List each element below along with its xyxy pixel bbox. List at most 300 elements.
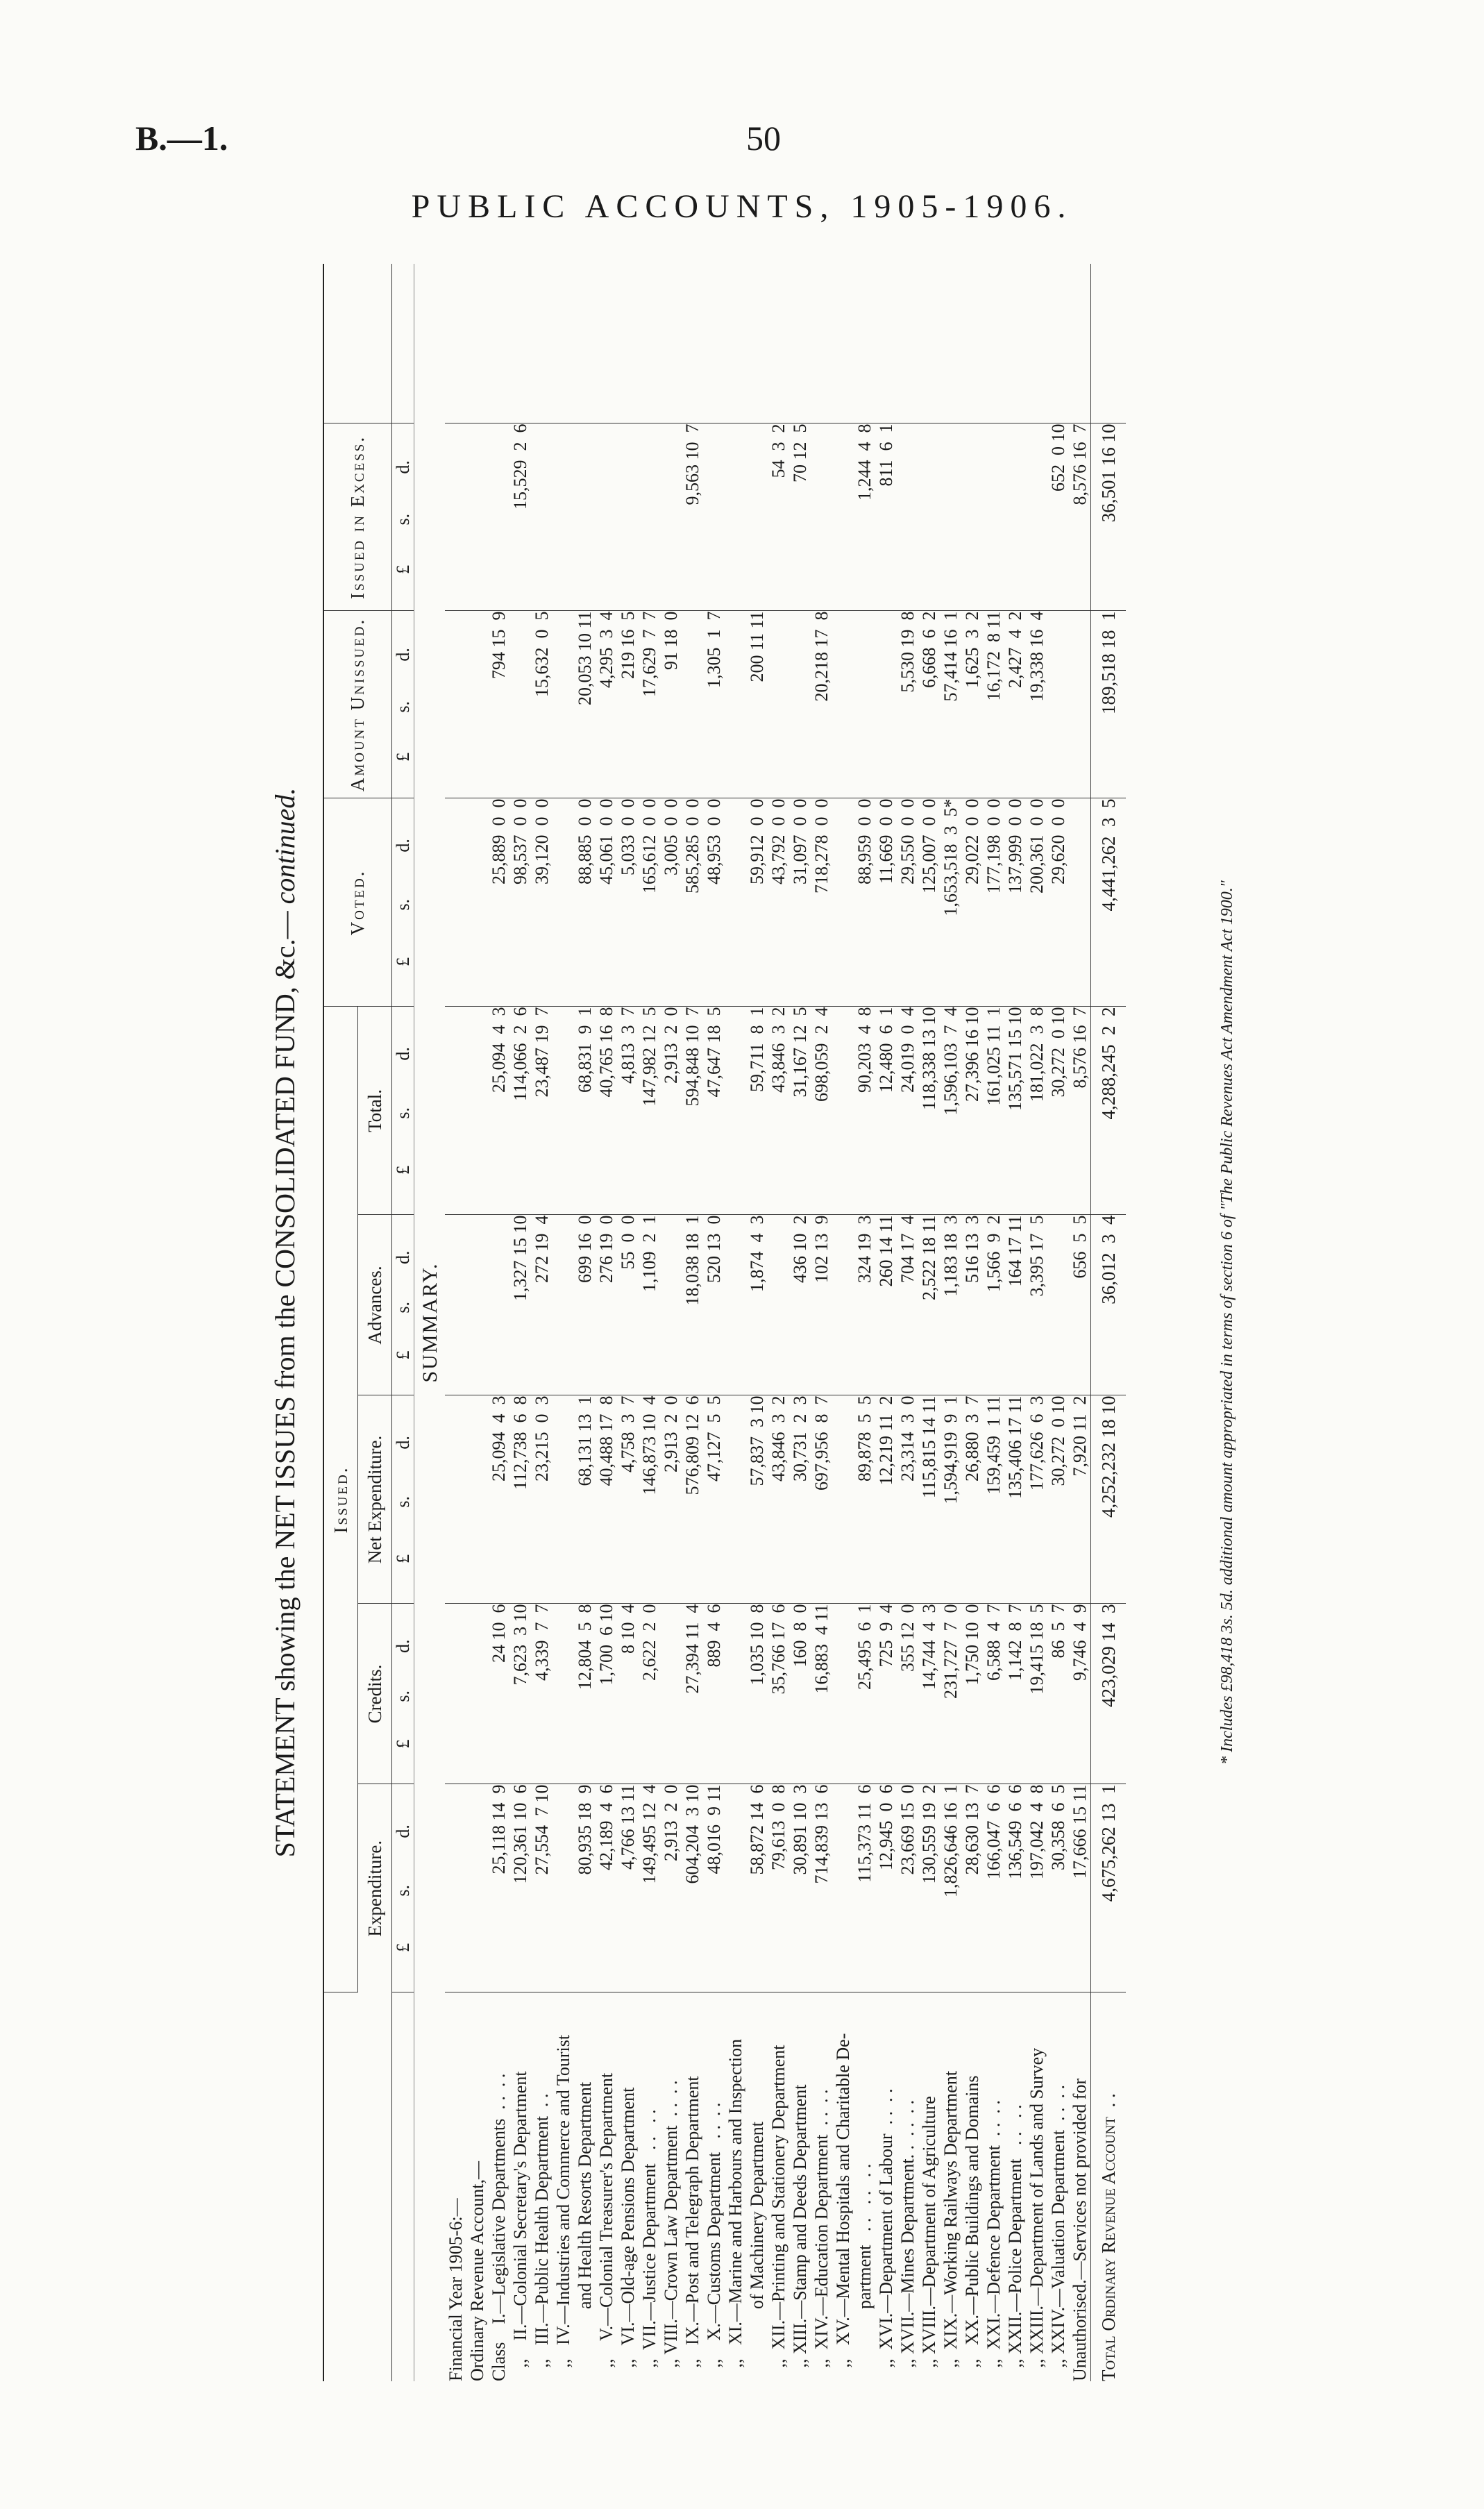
amount-cell: 423,029 14 3	[1091, 1604, 1127, 1784]
row-label: Ordinary Revenue Account,—	[467, 2161, 487, 2381]
amount-cell: 59,711 8 1	[746, 1007, 768, 1215]
amount-cell: 23,487 19 7	[531, 1007, 553, 1215]
amount-cell	[1004, 423, 1026, 611]
table-row	[1047, 264, 1069, 2381]
table-row	[574, 264, 596, 2381]
unit-label: £	[393, 752, 413, 762]
amount-cell	[832, 611, 854, 798]
row-label: ,, XIX.—Working Railways Department	[941, 2070, 961, 2381]
amount-cell: 19,338 16 4	[1026, 611, 1047, 798]
amount-cell: 1,625 3 2	[961, 611, 983, 798]
amount-cell: 28,630 13 7	[961, 1784, 983, 1992]
amount-cell: 4,339 7 7	[531, 1604, 553, 1784]
amount-cell	[553, 423, 574, 611]
amount-cell: 698,059 2 4	[811, 1007, 832, 1215]
amount-cell	[445, 423, 466, 611]
units-cell	[392, 423, 414, 611]
table-row	[509, 264, 531, 2381]
amount-cell	[531, 264, 553, 423]
amount-cell: 25,094 4 3	[488, 1395, 509, 1604]
amount-cell	[466, 423, 488, 611]
amount-cell	[940, 423, 961, 611]
row-label: ,, VIII.—Crown Law Department . . . .	[661, 2080, 681, 2381]
amount-cell	[445, 1604, 466, 1784]
amount-cell	[832, 1215, 854, 1395]
amount-cell	[553, 1215, 574, 1395]
amount-cell	[811, 423, 832, 611]
amount-cell: 2,913 2 0	[660, 1395, 682, 1604]
amount-cell	[445, 1215, 466, 1395]
amount-cell	[531, 423, 553, 611]
row-label: of Machinery Department	[747, 2121, 767, 2381]
amount-cell	[1047, 1215, 1069, 1395]
table-row	[682, 264, 703, 2381]
amount-cell	[466, 798, 488, 1007]
amount-cell: 165,612 0 0	[639, 798, 660, 1007]
amount-cell	[789, 264, 811, 423]
amount-cell	[445, 1007, 466, 1215]
amount-cell	[725, 1604, 746, 1784]
row-label: ,, VI.—Old-age Pensions Department	[618, 2087, 638, 2381]
amount-cell	[832, 423, 854, 611]
amount-cell	[488, 423, 509, 611]
header-total: Total.	[358, 1007, 392, 1215]
row-label: ,, XVI.—Department of Labour . . . .	[876, 2088, 896, 2381]
amount-cell: 1,142 8 7	[1004, 1604, 1026, 1784]
unit-label: d.	[393, 1250, 413, 1264]
table-row	[553, 264, 574, 2381]
row-label: ,, XVIII.—Department of Agriculture	[919, 2096, 939, 2381]
amount-cell: 23,215 0 3	[531, 1395, 553, 1604]
table-row	[1091, 264, 1127, 2381]
row-label: ,, XX.—Public Buildings and Domains	[962, 2075, 982, 2381]
row-label: ,, X.—Customs Department . . . .	[704, 2102, 724, 2381]
amount-cell	[789, 611, 811, 798]
amount-cell: 177,626 6 3	[1026, 1395, 1047, 1604]
amount-cell	[768, 264, 789, 423]
amount-cell	[918, 264, 940, 423]
units-cell	[392, 1604, 414, 1784]
amount-cell: 42,189 4 6	[596, 1784, 617, 1992]
amount-cell	[509, 264, 531, 423]
table-row	[1069, 264, 1091, 2381]
amount-cell: 585,285 0 0	[682, 798, 703, 1007]
amount-cell	[445, 264, 466, 423]
amount-cell: 1,244 4 8	[854, 423, 875, 611]
statement-title-text: STATEMENT showing the NET ISSUES from the CONSOLIDATED FUND, &c.—	[269, 911, 301, 1858]
amount-cell: 54 3 2	[768, 423, 789, 611]
units-cell	[392, 1395, 414, 1604]
amount-cell	[832, 1007, 854, 1215]
amount-cell: 181,022 3 8	[1026, 1007, 1047, 1215]
row-label: ,, III.—Public Health Department . .	[532, 2093, 552, 2381]
amount-cell	[1004, 264, 1026, 423]
amount-cell: 35,766 17 6	[768, 1604, 789, 1784]
table-row	[488, 264, 509, 2381]
amount-cell	[897, 423, 918, 611]
header-net-expenditure: Net Expenditure.	[358, 1395, 392, 1604]
amount-cell	[553, 798, 574, 1007]
amount-cell: 45,061 0 0	[596, 798, 617, 1007]
table-row	[703, 264, 725, 2381]
amount-cell: 794 15 9	[488, 611, 509, 798]
table-row	[897, 264, 918, 2381]
unit-label: s.	[393, 700, 413, 713]
amount-cell: 4,766 13 11	[617, 1784, 639, 1992]
amount-cell: 30,272 0 10	[1047, 1007, 1069, 1215]
amount-cell: 714,839 13 6	[811, 1784, 832, 1992]
amount-cell: 200,361 0 0	[1026, 798, 1047, 1007]
table-row	[1004, 264, 1026, 2381]
amount-cell: 8 10 4	[617, 1604, 639, 1784]
unit-label: d.	[393, 648, 413, 662]
row-label: partment . . . . . .	[854, 2163, 875, 2381]
amount-cell: 520 13 0	[703, 1215, 725, 1395]
table-row	[639, 264, 660, 2381]
table-row	[854, 264, 875, 2381]
amount-cell: 88,885 0 0	[574, 798, 596, 1007]
unit-label: s.	[393, 513, 413, 526]
amount-cell	[832, 798, 854, 1007]
amount-cell	[961, 423, 983, 611]
amount-cell	[983, 264, 1004, 423]
amount-cell: 17,629 7 7	[639, 611, 660, 798]
amount-cell: 1,305 1 7	[703, 611, 725, 798]
amount-cell	[553, 1007, 574, 1215]
units-group	[392, 1785, 414, 1992]
amount-cell: 3,005 0 0	[660, 798, 682, 1007]
amount-cell	[725, 1395, 746, 1604]
unit-label: s.	[393, 1884, 413, 1897]
amount-cell: 1,874 4 3	[746, 1215, 768, 1395]
table-row	[875, 264, 897, 2381]
amount-cell	[553, 264, 574, 423]
amount-cell: 114,066 2 6	[509, 1007, 531, 1215]
amount-cell: 30,272 0 10	[1047, 1395, 1069, 1604]
table-row	[961, 264, 983, 2381]
amount-cell	[832, 1395, 854, 1604]
table-row	[768, 264, 789, 2381]
amount-cell: 68,831 9 1	[574, 1007, 596, 1215]
amount-cell	[617, 264, 639, 423]
page-number: 50	[746, 119, 781, 158]
amount-cell: 79,613 0 8	[768, 1784, 789, 1992]
unit-label: s.	[393, 1107, 413, 1119]
amount-cell: 718,278 0 0	[811, 798, 832, 1007]
amount-cell: 27,396 16 10	[961, 1007, 983, 1215]
amount-cell	[725, 611, 746, 798]
amount-cell: 11,669 0 0	[875, 798, 897, 1007]
amount-cell	[725, 1215, 746, 1395]
amount-cell: 1,035 10 8	[746, 1604, 768, 1784]
amount-cell: 47,647 18 5	[703, 1007, 725, 1215]
amount-cell: 272 19 4	[531, 1215, 553, 1395]
amount-cell	[1047, 611, 1069, 798]
amount-cell: 89,878 5 5	[854, 1395, 875, 1604]
amount-cell: 14,744 4 3	[918, 1604, 940, 1784]
table-row	[983, 264, 1004, 2381]
amount-cell: 24,019 0 4	[897, 1007, 918, 1215]
amount-cell: 48,016 9 11	[703, 1784, 725, 1992]
unit-label: d.	[393, 1639, 413, 1653]
table-body	[392, 264, 1127, 2381]
amount-cell: 160 8 0	[789, 1604, 811, 1784]
amount-cell	[639, 423, 660, 611]
amount-cell: 2,913 2 0	[660, 1007, 682, 1215]
units-group	[392, 611, 414, 798]
amount-cell: 436 10 2	[789, 1215, 811, 1395]
units-group	[392, 423, 414, 610]
amount-cell: 12,219 11 2	[875, 1395, 897, 1604]
amount-cell: 27,394 11 4	[682, 1604, 703, 1784]
amount-cell: 137,999 0 0	[1004, 798, 1026, 1007]
amount-cell: 135,406 17 11	[1004, 1395, 1026, 1604]
summary-heading-row	[414, 264, 446, 2381]
summary-heading: SUMMARY.	[418, 1262, 441, 1383]
amount-cell: 260 14 11	[875, 1215, 897, 1395]
amount-cell	[1069, 264, 1091, 423]
amount-cell	[811, 264, 832, 423]
amount-cell: 576,809 12 6	[682, 1395, 703, 1604]
amount-cell	[725, 423, 746, 611]
amount-cell: 2,913 2 0	[660, 1784, 682, 1992]
amount-cell: 6,588 4 7	[983, 1604, 1004, 1784]
table-row	[1026, 264, 1047, 2381]
amount-cell: 30,731 2 3	[789, 1395, 811, 1604]
unit-label: d.	[393, 460, 413, 474]
row-label: ,, XII.—Printing and Stationery Department	[768, 2045, 789, 2381]
amount-cell: 36,012 3 4	[1091, 1215, 1127, 1395]
statement-title	[253, 264, 316, 2381]
amount-cell: 125,007 0 0	[918, 798, 940, 1007]
amount-cell: 1,183 18 3	[940, 1215, 961, 1395]
row-label: ,, XXI.—Defence Department . . . .	[984, 2099, 1004, 2381]
amount-cell: 25,495 6 1	[854, 1604, 875, 1784]
table-row	[746, 264, 768, 2381]
amount-cell: 135,571 15 10	[1004, 1007, 1026, 1215]
amount-cell	[445, 1784, 466, 1992]
amount-cell: 88,959 0 0	[854, 798, 875, 1007]
amount-cell	[768, 611, 789, 798]
row-label: ,, V.—Colonial Treasurer's Department	[596, 2072, 616, 2381]
row-label: ,, XIV.—Education Department . . . .	[811, 2089, 832, 2381]
amount-cell: 276 19 0	[596, 1215, 617, 1395]
amount-cell	[596, 264, 617, 423]
amount-cell	[832, 1784, 854, 1992]
unit-label: £	[393, 1165, 413, 1175]
amount-cell	[466, 1007, 488, 1215]
amount-cell: 30,891 10 3	[789, 1784, 811, 1992]
amount-cell: 59,912 0 0	[746, 798, 768, 1007]
amount-cell	[466, 1395, 488, 1604]
amount-cell	[553, 611, 574, 798]
units-cell	[392, 1215, 414, 1395]
row-label: ,, II.—Colonial Secretary's Department	[510, 2071, 530, 2381]
unit-label: £	[393, 1554, 413, 1563]
amount-cell	[768, 1215, 789, 1395]
amount-cell	[596, 423, 617, 611]
table-row	[940, 264, 961, 2381]
amount-cell: 47,127 5 5	[703, 1395, 725, 1604]
amount-cell: 2,427 4 2	[1004, 611, 1026, 798]
unit-label: £	[393, 1739, 413, 1749]
amount-cell: 697,956 8 7	[811, 1395, 832, 1604]
table-row	[660, 264, 682, 2381]
amount-cell	[1091, 264, 1127, 423]
amount-cell	[445, 798, 466, 1007]
amount-cell: 15,632 0 5	[531, 611, 553, 798]
table-row	[725, 264, 746, 2381]
amount-cell	[940, 264, 961, 423]
amount-cell	[918, 423, 940, 611]
amount-cell	[746, 264, 768, 423]
amount-cell: 652 0 10	[1047, 423, 1069, 611]
amount-cell: 1,700 6 10	[596, 1604, 617, 1784]
amount-cell: 15,529 2 6	[509, 423, 531, 611]
header-unissued: Amount Unissued.	[323, 611, 392, 798]
unit-label: s.	[393, 1301, 413, 1314]
amount-cell: 55 0 0	[617, 1215, 639, 1395]
amount-cell: 725 9 4	[875, 1604, 897, 1784]
amount-cell: 1,109 2 1	[639, 1215, 660, 1395]
amount-cell	[466, 611, 488, 798]
amount-cell: 40,765 16 8	[596, 1007, 617, 1215]
amount-cell	[509, 611, 531, 798]
amount-cell: 29,550 0 0	[897, 798, 918, 1007]
row-label: ,, XXIV.—Valuation Department . . . .	[1048, 2084, 1068, 2381]
amount-cell: 166,047 6 6	[983, 1784, 1004, 1992]
units-blank	[392, 1992, 414, 2381]
amount-cell: 29,620 0 0	[1047, 798, 1069, 1007]
amount-cell: 12,804 5 8	[574, 1604, 596, 1784]
units-cell	[392, 798, 414, 1007]
amount-cell: 58,872 14 6	[746, 1784, 768, 1992]
amount-cell: 27,554 7 10	[531, 1784, 553, 1992]
amount-cell	[832, 1604, 854, 1784]
row-label: ,, XXII.—Police Department . . . .	[1005, 2104, 1025, 2381]
amount-cell	[1026, 264, 1047, 423]
amount-cell	[488, 264, 509, 423]
row-label: ,, XI.—Marine and Harbours and Inspection	[725, 2038, 745, 2381]
table-row	[596, 264, 617, 2381]
amount-cell: 604,204 3 10	[682, 1784, 703, 1992]
amount-cell: 17,666 15 11	[1069, 1784, 1091, 1992]
amount-cell: 98,537 0 0	[509, 798, 531, 1007]
amount-cell	[574, 423, 596, 611]
amount-cell: 136,549 6 6	[1004, 1784, 1026, 1992]
amount-cell: 149,495 12 4	[639, 1784, 660, 1992]
amount-cell: 68,131 13 1	[574, 1395, 596, 1604]
amount-cell: 31,097 0 0	[789, 798, 811, 1007]
amount-cell: 159,459 1 11	[983, 1395, 1004, 1604]
amount-cell: 3,395 17 5	[1026, 1215, 1047, 1395]
amount-cell: 112,738 6 8	[509, 1395, 531, 1604]
amount-cell	[553, 1395, 574, 1604]
amount-cell	[682, 611, 703, 798]
amount-cell: 4,295 3 4	[596, 611, 617, 798]
table-row	[445, 264, 466, 2381]
amount-cell: 31,167 12 5	[789, 1007, 811, 1215]
amount-cell: 219 16 5	[617, 611, 639, 798]
amount-cell	[983, 423, 1004, 611]
amount-cell	[832, 264, 854, 423]
table-row	[531, 264, 553, 2381]
amount-cell: 2,522 18 11	[918, 1215, 940, 1395]
header-expenditure: Expenditure.	[358, 1784, 392, 1992]
amount-cell	[466, 264, 488, 423]
amount-cell	[1069, 611, 1091, 798]
amount-cell: 4,675,262 13 1	[1091, 1784, 1127, 1992]
header-excess: Issued in Excess.	[323, 423, 392, 611]
amount-cell	[445, 611, 466, 798]
amount-cell	[1069, 798, 1091, 1007]
amount-cell: 43,792 0 0	[768, 798, 789, 1007]
amount-cell	[574, 264, 596, 423]
amount-cell: 164 17 11	[1004, 1215, 1026, 1395]
units-group	[392, 1216, 414, 1395]
row-label: Unauthorised.—Services not provided for	[1070, 2078, 1090, 2381]
row-label: ,, XVII.—Mines Department. . . . . .	[897, 2099, 918, 2381]
amount-cell	[466, 1604, 488, 1784]
amount-cell	[703, 423, 725, 611]
table-row	[811, 264, 832, 2381]
amount-cell: 1,750 10 0	[961, 1604, 983, 1784]
table-row	[918, 264, 940, 2381]
amount-cell: 25,094 4 3	[488, 1007, 509, 1215]
page-reference: B.—1.	[135, 119, 228, 158]
amount-cell: 23,314 3 0	[897, 1395, 918, 1604]
amount-cell: 146,873 10 4	[639, 1395, 660, 1604]
amount-cell	[897, 264, 918, 423]
units-cell	[392, 1784, 414, 1992]
header-advances: Advances.	[358, 1215, 392, 1395]
amount-cell: 102 13 9	[811, 1215, 832, 1395]
amount-cell: 811 6 1	[875, 423, 897, 611]
amount-cell	[854, 264, 875, 423]
amount-cell: 1,596,103 7 4	[940, 1007, 961, 1215]
table-row	[789, 264, 811, 2381]
amount-cell: 26,880 3 7	[961, 1395, 983, 1604]
amount-cell: 57,414 16 1	[940, 611, 961, 798]
amount-cell: 147,982 12 5	[639, 1007, 660, 1215]
rotated-statement	[253, 264, 1239, 2381]
units-group	[392, 1007, 414, 1214]
amount-cell	[660, 1604, 682, 1784]
amount-cell	[466, 1215, 488, 1395]
amount-cell: 4,252,232 18 10	[1091, 1395, 1127, 1604]
amount-cell: 161,025 11 1	[983, 1007, 1004, 1215]
units-group	[392, 1396, 414, 1604]
amount-cell: 1,566 9 2	[983, 1215, 1004, 1395]
amount-cell	[660, 423, 682, 611]
units-row	[392, 264, 414, 2381]
amount-cell: 9,746 4 9	[1069, 1604, 1091, 1784]
amount-cell	[961, 264, 983, 423]
amount-cell	[854, 611, 875, 798]
amount-cell: 19,415 18 5	[1026, 1604, 1047, 1784]
amount-cell	[466, 1784, 488, 1992]
amount-cell	[445, 1395, 466, 1604]
amount-cell: 4,758 3 7	[617, 1395, 639, 1604]
amount-cell	[725, 798, 746, 1007]
row-label: Class I.—Legislative Departments . . . .	[489, 2073, 509, 2381]
unit-label: d.	[393, 1436, 413, 1450]
row-label: Financial Year 1905-6:—	[446, 2198, 466, 2381]
unit-label: £	[393, 957, 413, 966]
amount-cell: 12,945 0 6	[875, 1784, 897, 1992]
amount-cell: 115,373 11 6	[854, 1784, 875, 1992]
header-credits: Credits.	[358, 1604, 392, 1784]
